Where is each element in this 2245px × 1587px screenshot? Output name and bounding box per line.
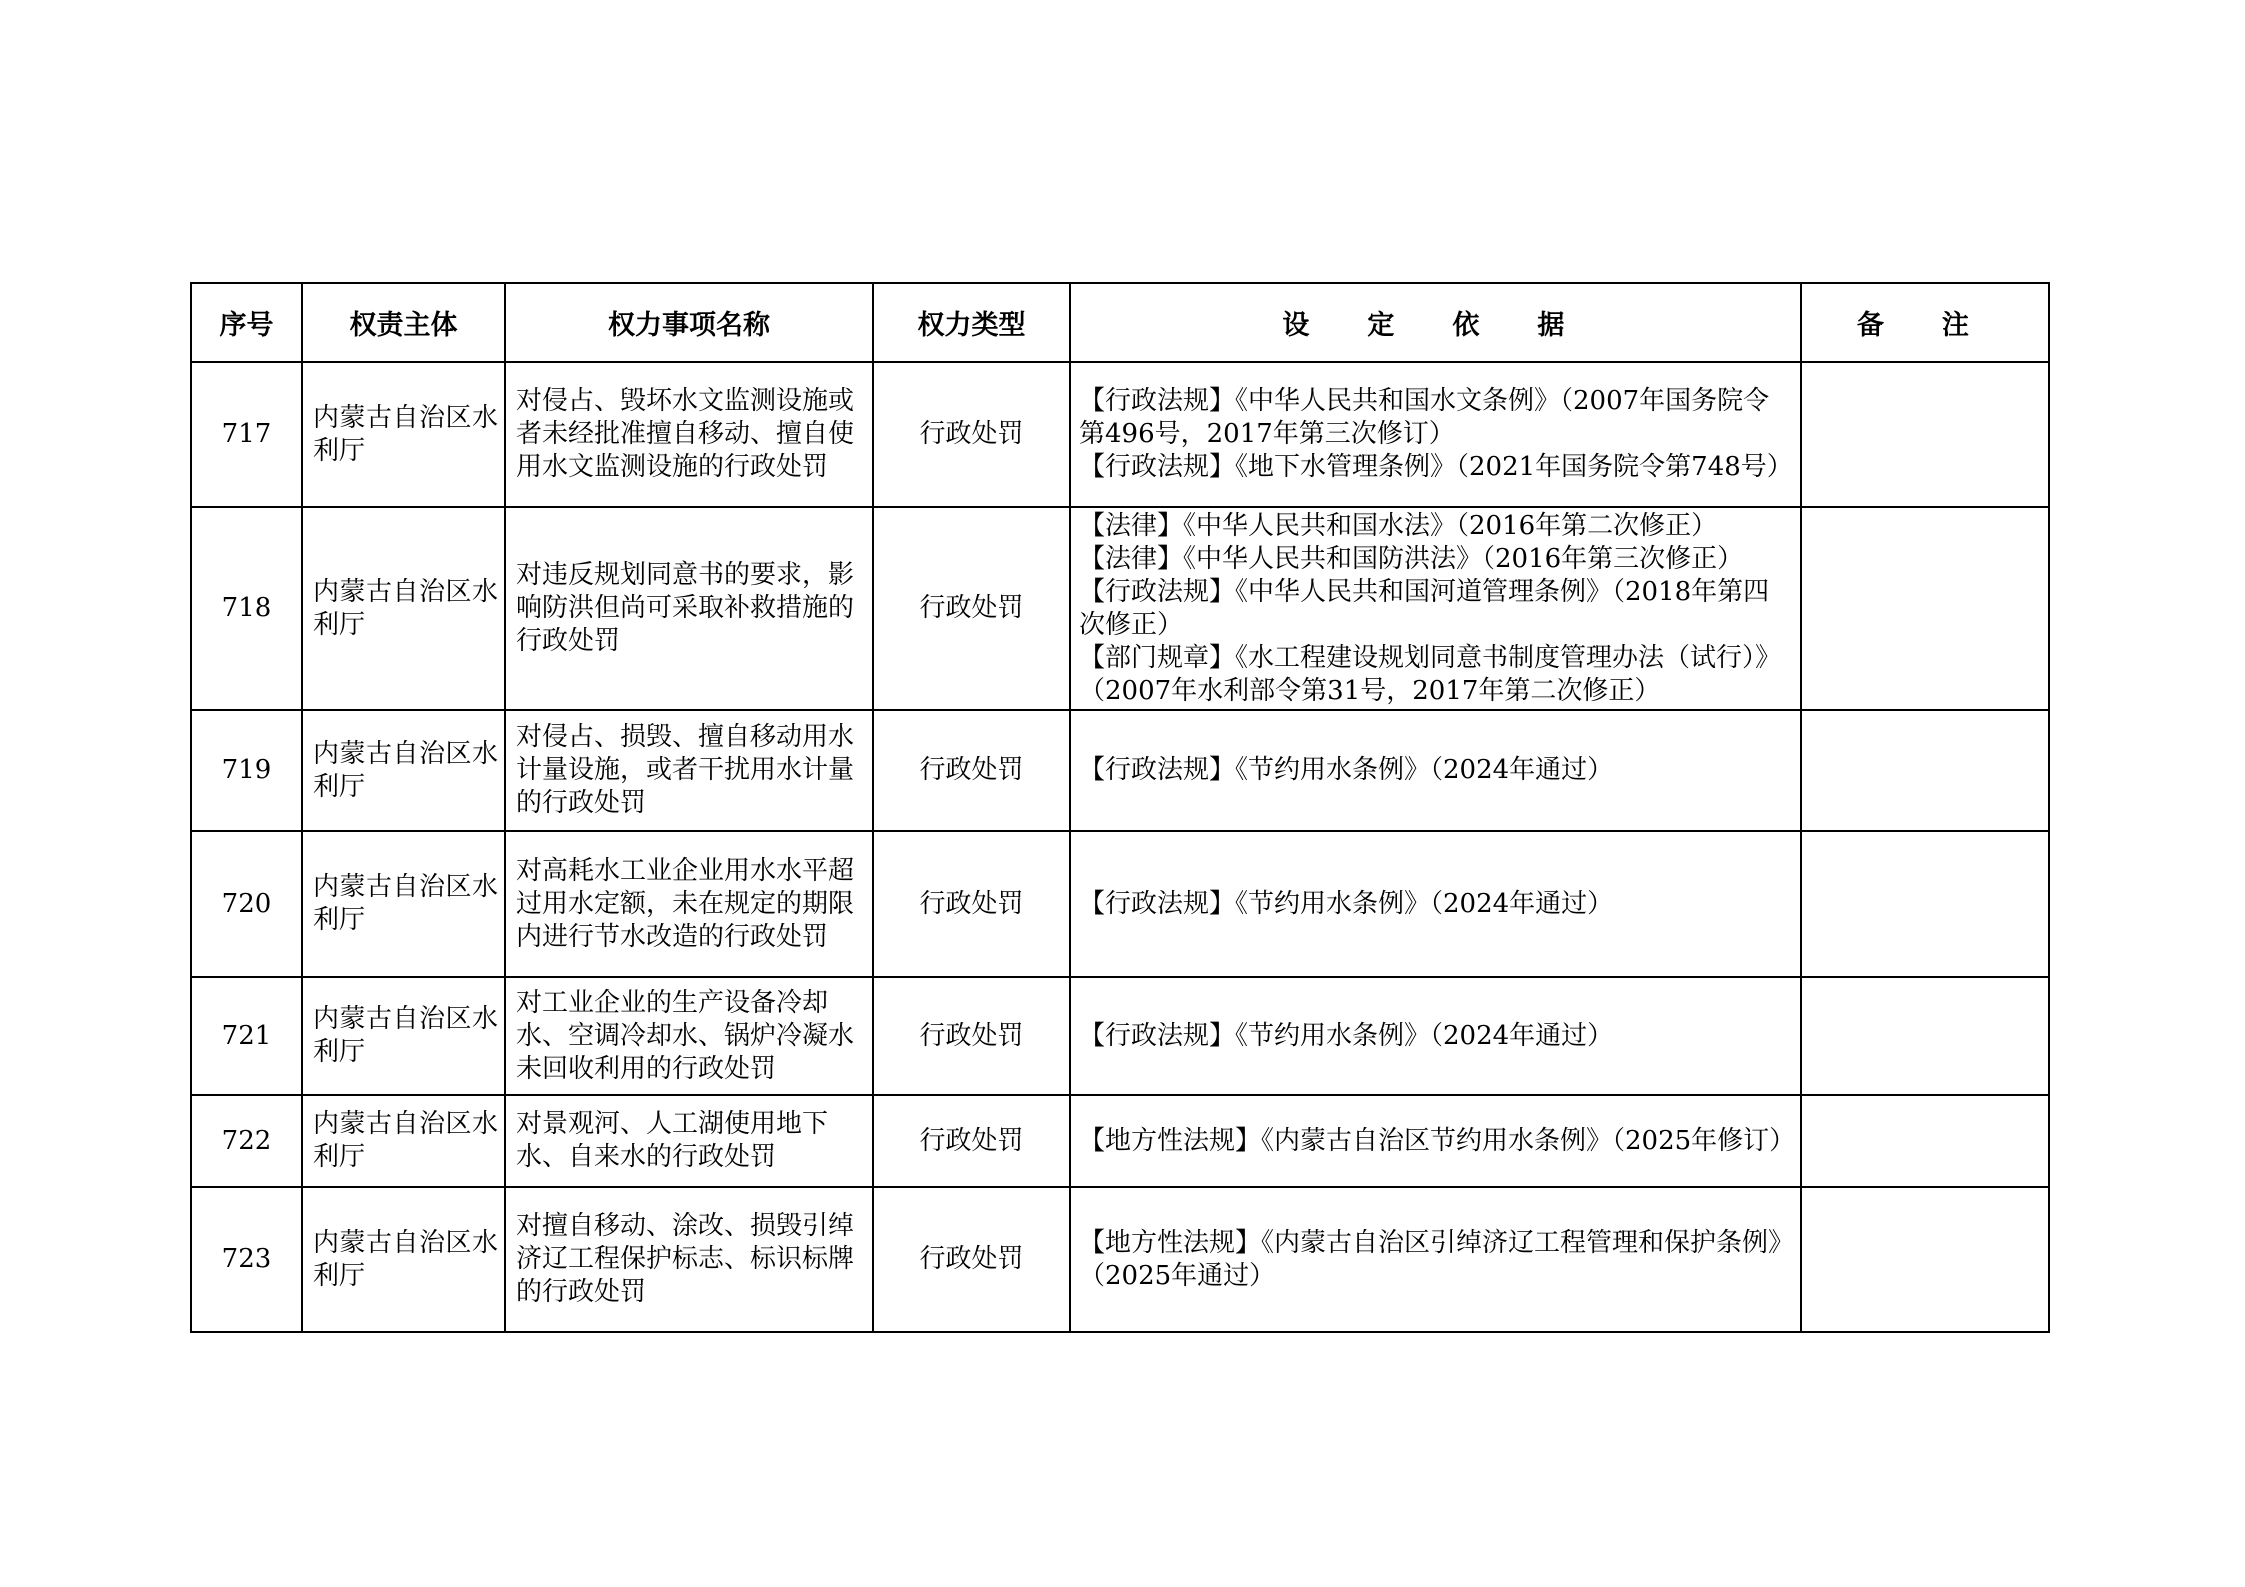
row-subject: 内蒙古自治区水利厅 bbox=[302, 977, 505, 1095]
row-basis bbox=[1070, 710, 1801, 831]
row-basis bbox=[1070, 362, 1801, 507]
row-item: 对违反规划同意书的要求，影响防洪但尚可采取补救措施的行政处罚 bbox=[505, 507, 873, 710]
row-remark bbox=[1801, 1095, 2049, 1187]
table-row bbox=[191, 1095, 2049, 1187]
row-remark bbox=[1801, 507, 2049, 710]
row-item: 对侵占、损毁、擅自移动用水计量设施，或者干扰用水计量的行政处罚 bbox=[505, 710, 873, 831]
basis-line: 【地方性法规】《内蒙古自治区节约用水条例》（2025年修订） bbox=[1079, 1125, 1796, 1156]
table-header-row bbox=[191, 283, 2049, 362]
row-no: 719 bbox=[191, 710, 302, 831]
basis-line: 【法律】《中华人民共和国水法》（2016年第二次修正） bbox=[1079, 510, 1718, 541]
basis-line: 【行政法规】《节约用水条例》（2024年通过） bbox=[1079, 755, 1614, 785]
table-row bbox=[191, 507, 2049, 710]
row-remark bbox=[1801, 1187, 2049, 1332]
row-subject: 内蒙古自治区水利厅 bbox=[302, 507, 505, 710]
row-subject: 内蒙古自治区水利厅 bbox=[302, 362, 505, 507]
basis-line: 【行政法规】《地下水管理条例》（2021年国务院令第748号） bbox=[1079, 452, 1793, 482]
row-remark bbox=[1801, 362, 2049, 507]
row-item: 对景观河、人工湖使用地下水、自来水的行政处罚 bbox=[505, 1095, 873, 1187]
row-item: 对工业企业的生产设备冷却水、空调冷却水、锅炉冷凝水未回收利用的行政处罚 bbox=[505, 977, 873, 1095]
table-row bbox=[191, 1187, 2049, 1332]
row-no: 720 bbox=[191, 831, 302, 977]
row-type: 行政处罚 bbox=[873, 507, 1070, 710]
row-basis bbox=[1070, 1187, 1801, 1332]
table-row bbox=[191, 831, 2049, 977]
row-basis bbox=[1070, 1095, 1801, 1187]
row-item: 对高耗水工业企业用水水平超过用水定额，未在规定的期限内进行节水改造的行政处罚 bbox=[505, 831, 873, 977]
header-type: 权力类型 bbox=[873, 283, 1070, 362]
row-type: 行政处罚 bbox=[873, 1187, 1070, 1332]
row-no: 723 bbox=[191, 1187, 302, 1332]
row-remark bbox=[1801, 831, 2049, 977]
row-remark bbox=[1801, 977, 2049, 1095]
row-basis bbox=[1070, 977, 1801, 1095]
basis-line: 【行政法规】《节约用水条例》（2024年通过） bbox=[1079, 888, 1614, 919]
row-type: 行政处罚 bbox=[873, 977, 1070, 1095]
row-no: 722 bbox=[191, 1095, 302, 1187]
row-subject: 内蒙古自治区水利厅 bbox=[302, 1187, 505, 1332]
basis-line: 【地方性法规】《内蒙古自治区引绰济辽工程管理和保护条例》（2025年通过） bbox=[1079, 1227, 1782, 1291]
row-type: 行政处罚 bbox=[873, 1095, 1070, 1187]
basis-line: 【法律】《中华人民共和国防洪法》（2016年第三次修正） bbox=[1079, 543, 1744, 574]
row-subject: 内蒙古自治区水利厅 bbox=[302, 1095, 505, 1187]
header-item: 权力事项名称 bbox=[505, 283, 873, 362]
row-basis bbox=[1070, 507, 1801, 710]
header-basis: 设 定 依 据 bbox=[1070, 283, 1801, 362]
row-item: 对擅自移动、涂改、损毁引绰济辽工程保护标志、标识标牌的行政处罚 bbox=[505, 1187, 873, 1332]
row-no: 718 bbox=[191, 507, 302, 710]
table-row bbox=[191, 977, 2049, 1095]
basis-line: 【行政法规】《中华人民共和国河道管理条例》（2018年第四次修正） bbox=[1079, 576, 1770, 640]
row-type: 行政处罚 bbox=[873, 831, 1070, 977]
basis-line: 【行政法规】《中华人民共和国水文条例》（2007年国务院令第496号，2017年第三次修订） bbox=[1079, 386, 1770, 449]
basis-line: 【部门规章】《水工程建设规划同意书制度管理办法（试行）》（2007年水利部令第31号，2017年第二次修正） bbox=[1079, 642, 1782, 706]
power-list-table bbox=[190, 282, 2050, 1333]
table-row bbox=[191, 362, 2049, 507]
row-no: 721 bbox=[191, 977, 302, 1095]
row-subject: 内蒙古自治区水利厅 bbox=[302, 710, 505, 831]
row-type: 行政处罚 bbox=[873, 362, 1070, 507]
row-basis bbox=[1070, 831, 1801, 977]
row-type: 行政处罚 bbox=[873, 710, 1070, 831]
row-subject: 内蒙古自治区水利厅 bbox=[302, 831, 505, 977]
row-no: 717 bbox=[191, 362, 302, 507]
table-row bbox=[191, 710, 2049, 831]
header-subject: 权责主体 bbox=[302, 283, 505, 362]
row-remark bbox=[1801, 710, 2049, 831]
header-remark: 备 注 bbox=[1801, 283, 2049, 362]
header-no: 序号 bbox=[191, 283, 302, 362]
basis-line: 【行政法规】《节约用水条例》（2024年通过） bbox=[1079, 1020, 1614, 1051]
row-item: 对侵占、毁坏水文监测设施或者未经批准擅自移动、擅自使用水文监测设施的行政处罚 bbox=[505, 362, 873, 507]
